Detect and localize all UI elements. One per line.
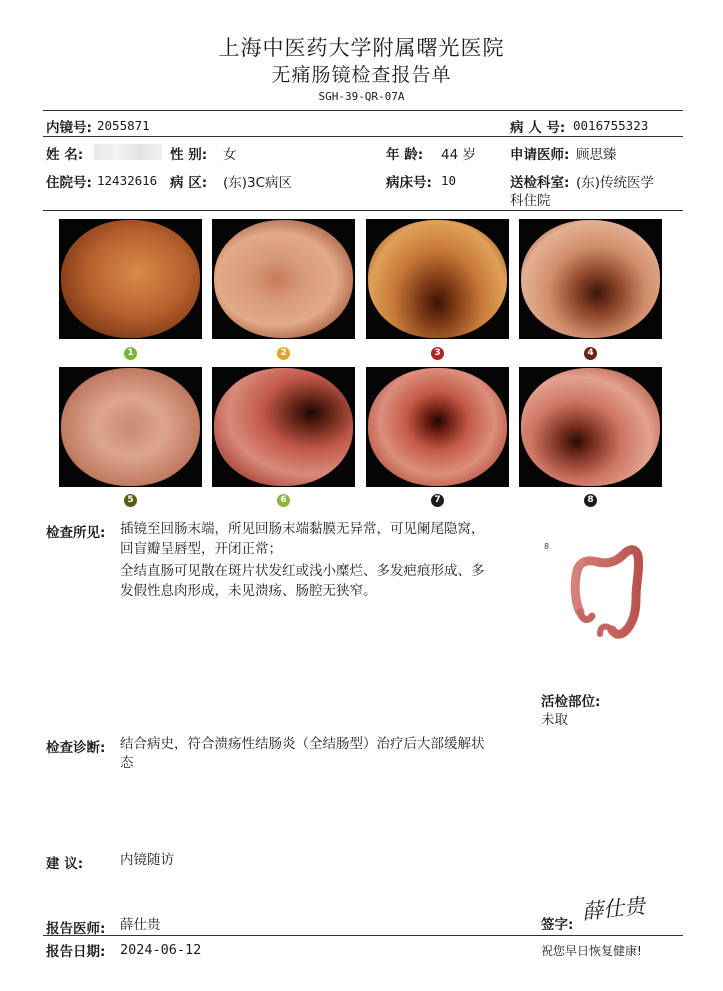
inpatient-no-label: 住院号:: [46, 175, 92, 191]
image-number-badge-3: 3: [431, 347, 444, 360]
image-number-badge-2: 2: [277, 347, 290, 360]
name-redacted: [94, 144, 162, 160]
biopsy-label: 活检部位:: [541, 694, 601, 710]
diagnosis-label: 检查诊断:: [46, 740, 106, 756]
name-label: 姓 名:: [46, 147, 84, 163]
findings-line-3: 全结直肠可见散在斑片状发红或浅小糜烂、多发疤痕形成、多: [120, 563, 485, 579]
image-number-badge-5: 5: [124, 494, 137, 507]
inpatient-no-value: 12432616: [97, 173, 158, 188]
report-date-label: 报告日期:: [46, 944, 106, 960]
endo-no-label: 内镜号:: [46, 120, 92, 136]
ward-label: 病 区:: [170, 175, 208, 191]
report-doctor-label: 报告医师:: [46, 921, 106, 937]
endoscopy-image-5: [59, 367, 202, 487]
dept-value-line1: (东)传统医学: [576, 175, 655, 191]
diagnosis-line-2: 态: [120, 755, 134, 771]
biopsy-value: 未取: [541, 712, 568, 728]
wish-text: 祝您早日恢复健康!: [541, 944, 642, 958]
endoscopy-image-4: [519, 219, 662, 339]
age-value: 44 岁: [441, 147, 476, 163]
endoscopy-image-6: [212, 367, 355, 487]
bed-value: 10: [441, 173, 457, 188]
patient-no-label: 病 人 号:: [510, 120, 566, 136]
bed-label: 病床号:: [386, 175, 432, 191]
divider-footer: [43, 935, 683, 936]
findings-line-4: 发假性息肉形成，未见溃疡、肠腔无狭窄。: [120, 583, 377, 599]
endo-no-value: 2055871: [97, 118, 150, 133]
hospital-name: 上海中医药大学附属曙光医院: [218, 36, 505, 60]
doctor-value: 顾思臻: [576, 147, 617, 163]
gender-label: 性 别:: [170, 147, 208, 163]
divider-info: [43, 136, 683, 137]
gender-value: 女: [223, 147, 237, 163]
endoscopy-image-7: [366, 367, 509, 487]
patient-no-value: 0016755323: [573, 118, 649, 133]
report-date-value: 2024-06-12: [120, 942, 202, 958]
colon-diagram-marker: 8: [544, 542, 550, 551]
dept-value-line2: 科住院: [510, 193, 551, 209]
findings-label: 检查所见:: [46, 525, 106, 541]
advice-value: 内镜随访: [120, 852, 174, 868]
endoscopy-image-8: [519, 367, 662, 487]
ward-value: (东)3C病区: [223, 175, 293, 191]
endoscopy-image-3: [366, 219, 509, 339]
divider-top: [43, 110, 683, 111]
endoscopy-image-2: [212, 219, 355, 339]
form-code: SGH-39-QR-07A: [318, 90, 405, 103]
image-number-badge-6: 6: [277, 494, 290, 507]
image-number-badge-8: 8: [584, 494, 597, 507]
endoscopy-image-1: [59, 219, 202, 339]
dept-label: 送检科室:: [510, 175, 570, 191]
report-title: 无痛肠镜检查报告单: [271, 64, 452, 86]
signature-label: 签字:: [541, 917, 574, 933]
findings-line-2: 回盲瓣呈唇型，开闭正常；: [120, 541, 282, 557]
findings-line-1: 插镜至回肠末端，所见回肠末端黏膜无异常，可见阑尾隐窝，: [120, 521, 485, 537]
report-doctor-value: 薛仕贵: [120, 917, 161, 933]
colon-diagram-icon: [566, 540, 646, 642]
image-number-badge-7: 7: [431, 494, 444, 507]
divider-images: [43, 210, 683, 211]
doctor-label: 申请医师:: [510, 147, 570, 163]
age-label: 年 龄:: [386, 147, 424, 163]
signature-handwriting: 薛仕贵: [581, 893, 647, 925]
image-number-badge-1: 1: [124, 347, 137, 360]
advice-label: 建 议:: [46, 856, 84, 872]
image-number-badge-4: 4: [584, 347, 597, 360]
diagnosis-line-1: 结合病史，符合溃疡性结肠炎（全结肠型）治疗后大部缓解状: [120, 736, 485, 752]
